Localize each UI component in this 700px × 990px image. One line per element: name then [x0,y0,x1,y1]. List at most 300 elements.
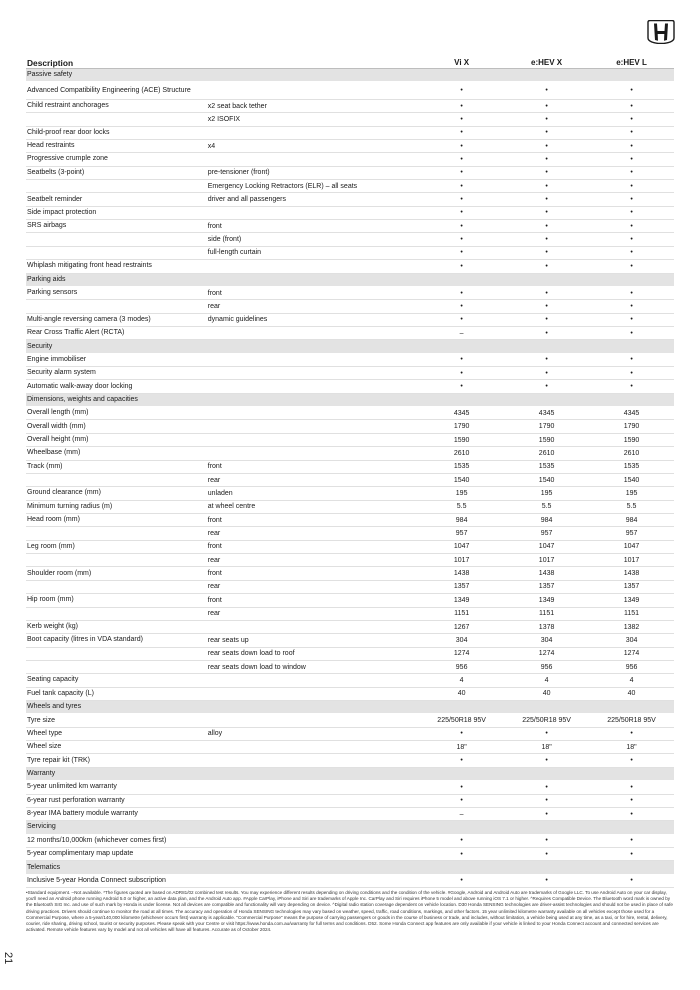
row-value: 4345 [538,409,555,417]
row-value: • [460,155,463,163]
table-row [26,287,674,300]
table-row [26,634,674,647]
row-description: Inclusive 5-year Honda Connect subscription [27,876,166,884]
row-value: • [630,302,633,310]
row-value: 225/50R18 95V [437,717,486,725]
row-description: Multi-angle reversing camera (3 modes) [27,315,151,323]
row-spec: x4 [207,142,216,150]
row-value: • [545,196,548,204]
table-row [26,688,674,701]
table-row [26,741,674,754]
row-value: – [459,810,464,818]
row-value: • [545,810,548,818]
row-description: Wheel type [27,729,63,737]
row-value: 1590 [538,436,555,444]
row-value: 1540 [538,476,555,484]
row-value: 1047 [623,543,640,551]
table-row [26,193,674,206]
table-row [26,434,674,447]
row-spec: front [207,596,222,604]
row-value: 1349 [453,596,470,604]
table-row [26,728,674,741]
row-spec: rear [207,302,221,310]
row-value: 1535 [453,463,470,471]
row-value: 1790 [453,423,470,431]
row-description: Child restraint anchorages [27,102,109,110]
table-row [26,153,674,166]
table-row [26,835,674,848]
row-value: 956 [540,663,553,671]
row-description: 6-year rust perforation warranty [27,796,125,804]
section-header [26,340,674,353]
honda-logo [647,20,675,44]
table-row [26,354,674,367]
row-description: Side impact protection [27,208,97,216]
row-value: 957 [540,530,553,538]
row-value: 1151 [454,610,470,618]
row-value: 957 [625,530,638,538]
row-value: • [545,369,548,377]
table-row [26,648,674,661]
row-value: • [630,316,633,324]
row-value: 2610 [453,449,470,457]
table-row [26,100,674,113]
row-description: Wheelbase (mm) [27,449,81,457]
row-value: 5.5 [541,503,552,511]
row-value: • [460,236,463,244]
table-row [26,461,674,474]
table-header [26,55,674,69]
row-value: • [630,329,633,337]
section-title: Passive safety [27,71,73,79]
row-value: 1535 [538,463,555,471]
row-spec: at wheel centre [207,503,256,511]
row-spec: pre-tensioner (front) [207,169,270,177]
row-value: • [630,289,633,297]
row-value: 18" [456,743,467,751]
row-value: • [545,129,548,137]
row-value: 1017 [538,556,555,564]
row-spec: x2 ISOFIX [207,115,241,123]
row-spec: dynamic guidelines [207,316,268,324]
row-description: SRS airbags [27,222,67,230]
row-value: 18" [541,743,552,751]
table-row [26,140,674,153]
row-value: • [460,289,463,297]
row-value: 4 [544,676,549,684]
table-row [26,527,674,540]
row-value: • [545,783,548,791]
row-value: • [545,115,548,123]
table-row [26,754,674,767]
row-value: 1540 [623,476,640,484]
row-value: • [545,730,548,738]
row-value: 1357 [538,583,555,591]
table-row [26,781,674,794]
row-spec: alloy [207,730,223,738]
table-row [26,714,674,727]
row-value: • [460,222,463,230]
section-header [26,768,674,781]
table-row [26,220,674,233]
model-header: e:HEV X [531,58,563,67]
table-row [26,808,674,821]
row-value: • [545,383,548,391]
row-description: Rear Cross Traffic Alert (RCTA) [27,329,125,337]
row-value: • [545,169,548,177]
table-row [26,247,674,260]
row-description: Seatbelt reminder [27,195,83,203]
row-description: 12 months/10,000km (whichever comes first) [27,836,167,844]
row-value: 18" [626,743,637,751]
table-row [26,554,674,567]
row-description: Seating capacity [27,676,79,684]
table-row [26,407,674,420]
row-value: 40 [627,690,636,698]
row-value: • [630,837,633,845]
row-value: • [630,850,633,858]
row-value: 195 [540,489,553,497]
row-value: • [545,142,548,150]
row-value: 225/50R18 95V [522,717,571,725]
table-row [26,487,674,500]
row-description: 5-year complimentary map update [27,850,134,858]
row-value: • [545,102,548,110]
table-row [26,82,674,100]
row-value: • [460,356,463,364]
row-description: Kerb weight (kg) [27,623,78,631]
row-value: • [630,757,633,765]
row-description: Hip room (mm) [27,596,74,604]
table-row [26,180,674,193]
row-value: • [630,383,633,391]
row-spec: front [207,289,222,297]
row-value: • [460,169,463,177]
row-value: • [545,289,548,297]
row-value: • [460,209,463,217]
table-row [26,367,674,380]
table-row [26,581,674,594]
table-row [26,474,674,487]
row-value: 4345 [623,409,640,417]
row-description: Overall width (mm) [27,422,86,430]
row-description: Overall length (mm) [27,409,89,417]
row-value: • [630,369,633,377]
row-value: • [460,369,463,377]
row-value: • [460,182,463,190]
row-description: Minimum turning radius (m) [27,502,113,510]
row-value: • [630,222,633,230]
row-value: 1017 [623,556,640,564]
row-value: • [460,115,463,123]
row-value: 1349 [623,596,640,604]
row-spec: rear [207,556,221,564]
row-description: Fuel tank capacity (L) [27,689,94,697]
row-value: 1151 [539,610,555,618]
row-value: • [460,262,463,270]
table-row [26,608,674,621]
row-spec: rear [207,610,221,618]
row-value: • [630,87,633,95]
row-value: 956 [625,663,638,671]
row-spec: rear seats down load to roof [207,650,295,658]
row-value: 1378 [538,623,555,631]
row-value: 1438 [538,570,555,578]
row-value: 1047 [453,543,470,551]
table-row [26,567,674,580]
table-row [26,447,674,460]
section-header [26,394,674,407]
row-value: 957 [455,530,468,538]
description-header: Description [27,58,74,68]
row-spec: rear [207,476,221,484]
row-value: • [460,877,463,885]
table-body [26,69,674,888]
row-description: Boot capacity (litres in VDA standard) [27,636,143,644]
row-spec: Emergency Locking Retractors (ELR) – all seats [207,182,358,190]
row-spec: front [207,543,222,551]
row-value: 1790 [623,423,640,431]
row-value: • [630,169,633,177]
table-row [26,314,674,327]
row-value: 1590 [623,436,640,444]
row-spec: rear [207,583,221,591]
row-value: 984 [625,516,638,524]
row-description: Advanced Compatibility Engineering (ACE) Structure [27,86,191,94]
row-value: • [460,316,463,324]
row-value: 40 [457,690,466,698]
row-value: • [630,209,633,217]
table-row [26,501,674,514]
row-value: • [545,302,548,310]
row-value: • [545,356,548,364]
row-value: • [460,783,463,791]
row-value: • [545,209,548,217]
section-title: Dimensions, weights and capacities [27,395,138,403]
row-description: Seatbelts (3-point) [27,168,85,176]
table-row [26,113,674,126]
row-description: Tyre repair kit (TRK) [27,756,91,764]
row-value: 2610 [623,449,640,457]
section-title: Wheels and tyres [27,703,82,711]
row-value: • [460,383,463,391]
row-spec: front [207,570,222,578]
row-value: • [460,757,463,765]
row-value: • [630,155,633,163]
row-description: Shoulder room (mm) [27,569,92,577]
table-row [26,260,674,273]
row-description: Parking sensors [27,289,78,297]
row-value: • [630,783,633,791]
row-value: • [460,196,463,204]
row-value: 1151 [624,610,640,618]
section-title: Warranty [27,770,56,777]
row-value: 304 [625,636,638,644]
page-number: 21 [2,952,14,965]
row-value: • [630,196,633,204]
row-value: 4 [629,676,634,684]
row-description: Child-proof rear door locks [27,128,110,136]
row-description: Track (mm) [27,462,63,470]
row-spec: x2 seat back tether [207,102,267,110]
row-description: Automatic walk-away door locking [27,382,133,390]
section-header [26,861,674,874]
row-value: 195 [625,489,638,497]
section-header [26,701,674,714]
row-value: 1017 [453,556,470,564]
row-description: Head room (mm) [27,516,80,524]
row-value: • [630,236,633,244]
row-spec: rear seats down load to window [207,663,306,671]
row-value: • [460,249,463,257]
footnote: •Standard equipment. –Not available. *The figures quoted are based on ADR81/02 combined test results. You may experience different results depending on driving conditions and the condition of the vehicle. #Google, Android and Android Auto are trademarks of Google LLC. To use Android Auto on your car display, you'll need an Android phone running Android 5.0 or higher, an active data plan, and the Android Auto app. #Apple CarPlay, iPhone and Siri are trademarks of Apple Inc. CarPlay and Siri requires iPhone 5 model and above running iOS 7.1 or higher. ^Requires Compatible Device. The Bluetooth word mark is owned by the Bluetooth SIG Inc. and use of such mark by Honda is under license. Not all devices are compatible and functionality will vary depending on device. ^Digital radio station coverage dependent on vehicle location. D30 Honda SENSING technologies are driver-assist technologies and should not be used in place of safe driving practices. Drivers should continue to monitor the road at all times. The accuracy and operation of Honda SENSING technologies may vary based on weather, speed, traffic, road conditions, markings, and other factors. 15 year unlimited kilometre warranty available on all vehicles except those used for a Commercial Purpose, where a 5-year/140,000 kilometre (whichever occurs first) warranty is applicable. "Commercial Purpose" means the purpose of carrying passengers or goods in the course of business or trade, and includes, without limitation, a vehicle being used at any time, as a taxi, or for hire, rental, delivery, courier, ride sharing, driving school, tourist or security purposes. Please speak with your Centre or visit https://www.honda.com.au/warranty for full terms and conditions. D52. Some Honda Connect app features are only available if your vehicle is linked to your Honda Connect account and connected services are activated. Remote vehicle features vary by model and not all vehicles will have all features. Accurate as of October 2024. [26,890,673,933]
row-spec: driver and all passengers [207,196,286,204]
row-value: 1274 [623,650,640,658]
table-row [26,327,674,340]
section-header [26,821,674,834]
row-value: • [630,877,633,885]
row-value: • [630,730,633,738]
row-value: • [545,757,548,765]
row-description: Security alarm system [27,369,96,377]
row-value: 1535 [623,463,640,471]
row-description: Ground clearance (mm) [27,489,101,497]
row-value: • [545,877,548,885]
table-row [26,674,674,687]
row-value: 5.5 [626,503,637,511]
row-value: 1349 [538,596,555,604]
table-row [26,420,674,433]
row-description: Leg room (mm) [27,542,75,550]
table-row [26,300,674,313]
row-value: 1357 [623,583,640,591]
table-row [26,541,674,554]
table-row [26,795,674,808]
row-value: • [630,797,633,805]
row-value: • [630,356,633,364]
row-value: • [460,850,463,858]
row-description: 8-year IMA battery module warranty [27,810,138,818]
row-value: 2610 [538,449,555,457]
row-value: • [545,222,548,230]
row-description: Tyre size [27,716,56,724]
row-value: • [545,329,548,337]
row-spec: side (front) [207,236,242,244]
row-value: – [459,329,464,337]
row-value: • [460,797,463,805]
row-value: 225/50R18 95V [607,717,656,725]
row-description: Wheel size [27,743,62,751]
row-value: 1540 [453,476,470,484]
row-spec: full-length curtain [207,249,262,257]
row-value: • [630,810,633,818]
row-value: 1357 [453,583,470,591]
row-value: • [545,316,548,324]
row-value: 4 [459,676,464,684]
row-value: 195 [455,489,468,497]
row-value: 1267 [453,623,470,631]
row-value: • [545,182,548,190]
row-value: • [545,797,548,805]
row-value: • [630,249,633,257]
specifications-table [26,55,674,888]
row-value: 1438 [453,570,470,578]
table-row [26,848,674,861]
row-value: • [460,87,463,95]
row-value: 984 [455,516,468,524]
row-spec: front [207,463,222,471]
table-row [26,167,674,180]
row-description: Overall height (mm) [27,436,89,444]
row-value: • [545,249,548,257]
table-row [26,514,674,527]
row-value: 1274 [538,650,555,658]
row-value: 984 [540,516,553,524]
row-value: • [460,730,463,738]
row-spec: rear [207,530,221,538]
table-row [26,233,674,246]
row-description: Progressive crumple zone [27,155,108,163]
row-value: 40 [542,690,551,698]
row-value: 304 [455,636,468,644]
row-description: 5-year unlimited km warranty [27,783,117,791]
section-header [26,69,674,82]
row-value: • [460,102,463,110]
row-value: • [545,87,548,95]
table-row [26,621,674,634]
row-value: • [545,236,548,244]
row-value: • [460,837,463,845]
row-value: 304 [540,636,553,644]
model-header: e:HEV L [616,58,647,67]
row-value: 1047 [538,543,555,551]
row-description: Head restraints [27,142,75,150]
model-header: Vi X [454,58,470,67]
row-value: • [630,182,633,190]
row-value: • [545,155,548,163]
row-value: • [545,850,548,858]
table-row [26,207,674,220]
row-value: • [460,142,463,150]
row-value: 1790 [538,423,555,431]
row-spec: rear seats up [207,636,249,644]
row-value: • [545,262,548,270]
row-value: • [630,142,633,150]
row-description: Whiplash mitigating front head restraints [27,262,152,270]
table-row [26,594,674,607]
row-value: 4345 [453,409,470,417]
table-row [26,380,674,393]
row-description: Engine immobiliser [27,355,87,363]
row-value: 1590 [453,436,470,444]
row-value: 1382 [623,623,640,631]
row-value: 956 [455,663,468,671]
row-value: • [630,102,633,110]
table-row [26,875,674,888]
row-value: • [460,129,463,137]
row-value: 1274 [453,650,470,658]
table-row [26,661,674,674]
section-title: Telematics [27,863,61,871]
section-title: Security [27,342,53,350]
row-value: • [460,302,463,310]
section-header [26,274,674,287]
row-spec: front [207,516,222,524]
section-title: Parking aids [27,275,66,283]
row-spec: front [207,222,222,230]
row-value: • [630,115,633,123]
row-value: • [630,129,633,137]
